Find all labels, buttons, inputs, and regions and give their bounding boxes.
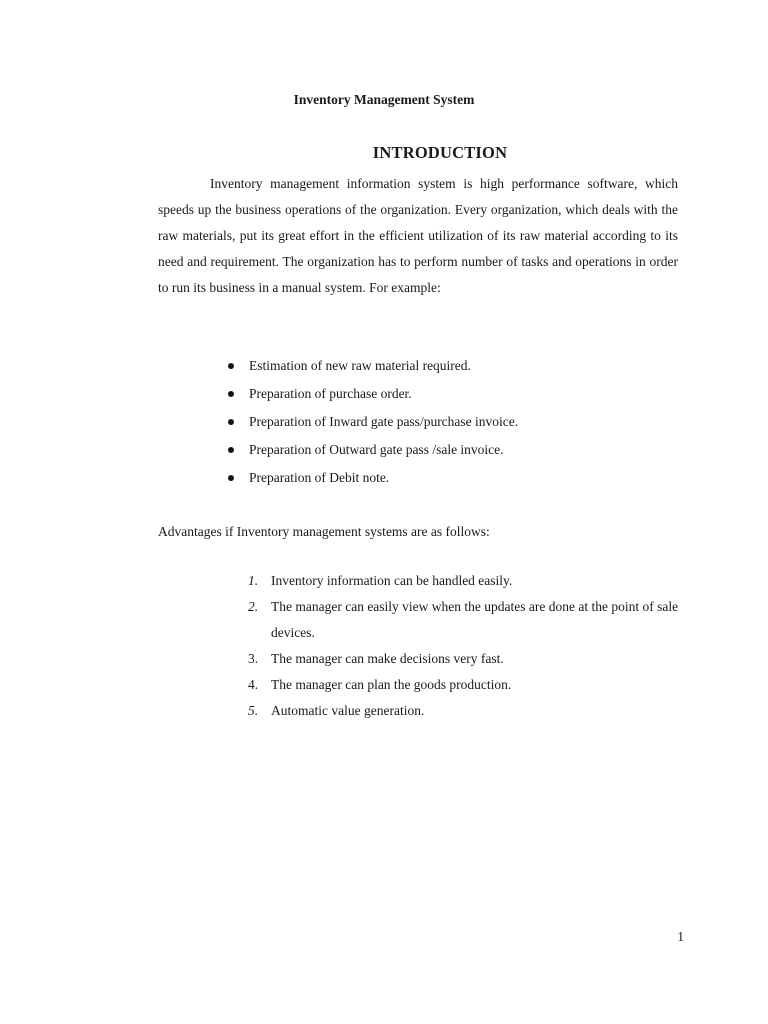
advantage-item xyxy=(248,698,680,724)
advantage-number: 1. xyxy=(248,573,259,588)
advantage-number: 2. xyxy=(248,599,259,614)
bullet-item xyxy=(228,464,668,492)
advantage-item xyxy=(248,594,680,646)
page-number: 1 xyxy=(677,929,684,944)
advantage-number: 4. xyxy=(248,677,259,692)
section-heading: INTRODUCTION xyxy=(372,143,508,162)
intro-paragraph: Inventory management information system is high performance software, which speeds up the business operations of the organization. Every organization, which deals with the raw materials, put its great effort in the efficient utilization of its raw material according to its need and requirement. The organization has to perform number of tasks and operations in order to run its business in a manual system. For example: xyxy=(158,176,678,295)
bullet-text: Estimation of new raw material required. xyxy=(249,358,471,373)
bullet-item xyxy=(228,436,668,464)
bullet-text: Preparation of Debit note. xyxy=(249,470,390,485)
advantages-list xyxy=(248,568,680,724)
bullet-item xyxy=(228,380,668,408)
bullet-icon xyxy=(228,363,234,369)
advantage-item xyxy=(248,568,680,594)
bullet-text: Preparation of Outward gate pass /sale invoice. xyxy=(249,442,504,457)
advantages-intro: Advantages if Inventory management systems are as follows: xyxy=(158,524,490,539)
advantage-text: Inventory information can be handled easily. xyxy=(271,573,513,588)
advantage-text: Automatic value generation. xyxy=(271,703,425,718)
advantage-number: 5. xyxy=(248,703,259,718)
bullet-text: Preparation of Inward gate pass/purchase invoice. xyxy=(249,414,519,429)
bullet-item xyxy=(228,352,668,380)
bullet-icon xyxy=(228,475,234,481)
bullet-icon xyxy=(228,391,234,397)
advantage-item xyxy=(248,646,680,672)
advantage-item xyxy=(248,672,680,698)
advantage-text: The manager can plan the goods production. xyxy=(271,677,512,692)
advantage-text: The manager can easily view when the updates are done at the point of sale devices. xyxy=(271,599,679,640)
document-title: Inventory Management System xyxy=(293,92,475,107)
bullet-icon xyxy=(228,419,234,425)
advantage-number: 3. xyxy=(248,651,259,666)
bullet-item xyxy=(228,408,668,436)
bullet-text: Preparation of purchase order. xyxy=(249,386,412,401)
advantage-text: The manager can make decisions very fast. xyxy=(271,651,504,666)
bullet-list xyxy=(228,352,668,492)
bullet-icon xyxy=(228,447,234,453)
